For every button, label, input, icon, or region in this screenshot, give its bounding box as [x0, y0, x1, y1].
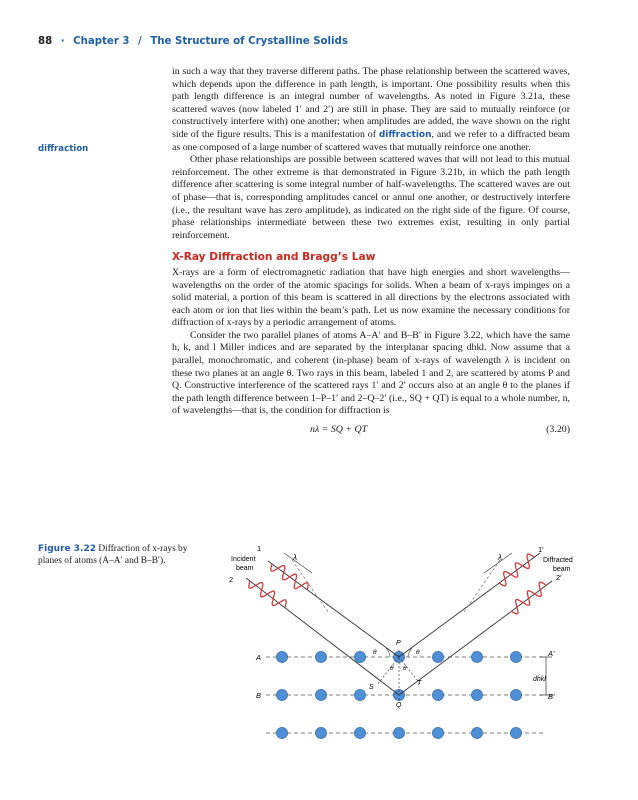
ray-1-diffracted [399, 553, 540, 657]
label-lambda-left: λ [293, 553, 297, 562]
diffracted-wave-1 [499, 554, 534, 586]
paragraph-4: Consider the two parallel planes of atoms A–A′ and B–B′ in Figure 3.22, which have the same h, k, and l Miller indices and are separated by the interplanar spacing dhkl. Now assume that a parallel, monochromatic, and coherent (in-phase) beam of x-rays of wavelength λ is incident on these two planes at an angle θ. Two rays in this beam, labeled 1 and 2, are scattered by atoms P and Q. Constructive interference of the scattered rays 1′ and 2′ occurs also at an angle θ to the planes if the path length difference between 1–P–1′ and 2–Q–2′ (i.e., SQ + QT) is equal to a whole number, n, of wavelengths—that is, the condition for diffraction is [172, 329, 570, 417]
ray-1-incident [268, 561, 399, 657]
label-ray-2: 2 [229, 575, 234, 584]
label-atom-p: P [396, 640, 401, 647]
atom [432, 727, 443, 738]
atom [354, 727, 365, 738]
diffracted-wave-2 [511, 582, 546, 614]
label-atom-q: Q [396, 702, 402, 709]
label-plane-a: A [256, 653, 262, 662]
atom [354, 651, 365, 662]
ray-2-incident [246, 578, 399, 695]
atom [471, 651, 482, 662]
atom [276, 651, 287, 662]
atom [393, 727, 404, 738]
atom [471, 727, 482, 738]
header-bullet: · [60, 36, 65, 47]
label-ray-1p: 1′ [538, 545, 544, 554]
page-number: 88 [38, 36, 53, 47]
label-plane-ap: A′ [548, 649, 555, 658]
lambda-marker-left [284, 553, 312, 573]
atom [276, 689, 287, 700]
label-point-t: T [417, 680, 422, 687]
keyword-diffraction: diffraction [378, 129, 432, 140]
label-ray-1: 1 [257, 544, 262, 553]
atom [315, 689, 326, 700]
label-incident-1: Incident [231, 556, 256, 563]
paragraph-2: Other phase relationships are possible between scattered waves that will not lead to this mutual reinforcement. The other extreme is that demonstrated in Figure 3.21b, in which the path length difference after scattering is some integral number of half-wavelengths. The scattered waves are out of phase—that is, corresponding amplitudes cancel or annul one another, or destructively interfere (i.e., the resultant wave has zero amplitude), as indicated on the right side of the figure. Of course, phase relationships intermediate between these two extremes exist, resulting in only partial reinforcement. [172, 154, 570, 241]
incident-wavefront [292, 560, 328, 612]
margin-term-diffraction: diffraction [38, 144, 89, 154]
atom [315, 651, 326, 662]
caption-text: Diffraction of x-rays by planes of atoms (A–A′ and B–B′). [38, 544, 188, 566]
label-diffracted-1: Diffracted [543, 557, 573, 564]
label-plane-b: B [256, 691, 262, 700]
label-theta-2: θ [416, 649, 420, 656]
chapter-label: Chapter 3 [73, 36, 130, 47]
label-theta-1: θ [373, 649, 377, 656]
atom [354, 689, 365, 700]
equation-expression: nλ = SQ + QT [310, 424, 368, 436]
atom [315, 727, 326, 738]
atom [510, 727, 521, 738]
atom [432, 651, 443, 662]
equation-number: (3.20) [546, 424, 570, 436]
label-d-spacing: dhkl [533, 676, 546, 683]
chapter-title: The Structure of Crystalline Solids [150, 36, 348, 47]
paragraph-3: X-rays are a form of electromagnetic radiation that have high energies and short wavelengths—wavelengths on the order of the atomic spacings for solids. When a beam of x-rays impinges on a solid material, a portion of this beam is scattered in all directions by the electrons associated with each atom or ion that lies within the beam’s path. Let us now examine the necessary conditions for diffraction of x-rays by a periodic arrangement of atoms. [172, 266, 570, 329]
label-theta-4: θ [403, 665, 407, 672]
atom [510, 651, 521, 662]
section-heading: X-Ray Diffraction and Bragg’s Law [172, 251, 376, 264]
atom [432, 689, 443, 700]
label-point-s: S [369, 684, 374, 691]
label-theta-3: θ [390, 665, 394, 672]
atom [471, 689, 482, 700]
figure-label: Figure 3.22 [38, 544, 96, 554]
label-ray-2p: 2′ [556, 573, 562, 582]
atom [510, 689, 521, 700]
label-incident-2: beam [236, 565, 254, 572]
label-plane-bp: B′ [548, 692, 555, 701]
header-separator: / [138, 36, 142, 47]
paragraph-1: in such a way that they traverse different paths. The phase relationship between the scattered waves, which depends upon the difference in path length, is important. One possibility results when this path length difference is an integral number of wavelengths. As noted in Figure 3.21a, these scattered waves (now labeled 1′ and 2′) are still in phase. They are said to mutually reinforce (or constructively interfere with) one another; when amplitudes are added, the wave shown on the right side of the figure results. This is a manifestation of diffraction, and we refer to a diffracted beam as one composed of a large number of scattered waves that mutually reinforce one another. [172, 66, 570, 153]
label-lambda-right: λ [498, 553, 502, 562]
atom [276, 727, 287, 738]
label-diffracted-2: beam [553, 566, 571, 573]
